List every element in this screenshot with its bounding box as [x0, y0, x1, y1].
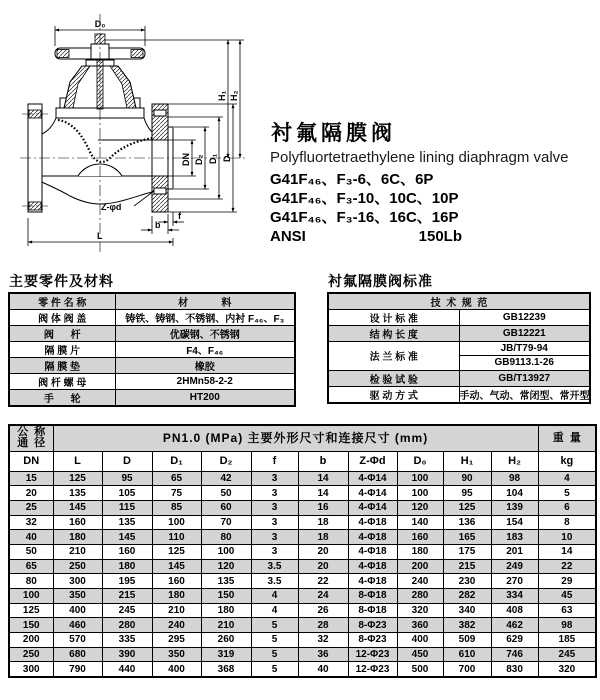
table-cell: 120 — [201, 559, 251, 574]
dim-label-d0: D₀ — [94, 19, 106, 29]
col-header-b: b — [298, 451, 348, 471]
table-cell: 95 — [443, 486, 491, 501]
table-row — [328, 310, 590, 326]
table-cell: 125 — [53, 471, 102, 486]
std-label: 设 计 标 准 — [328, 310, 459, 326]
header-weight: 重 量 — [538, 425, 596, 451]
std-value: GB/T13927 — [459, 370, 590, 386]
table-cell: 210 — [53, 544, 102, 559]
table-cell: 175 — [443, 544, 491, 559]
table-group-header-row — [9, 425, 596, 451]
table-header-row — [328, 293, 590, 310]
table-cell: 80 — [201, 530, 251, 545]
table-cell: 3 — [251, 544, 298, 559]
table-cell: 3 — [251, 500, 298, 515]
table-cell: 270 — [491, 574, 538, 589]
table-cell: 4 — [251, 589, 298, 604]
table-cell: 408 — [491, 603, 538, 618]
parts-section-title: 主要零件及材料 — [9, 273, 114, 289]
header-material: 材 料 — [115, 293, 295, 310]
standards-section-title: 衬氟隔膜阀标准 — [328, 273, 433, 289]
table-cell: 249 — [491, 559, 538, 574]
ansi-class: 150Lb — [418, 228, 462, 245]
table-row — [9, 471, 596, 486]
ansi-label: ANSI — [270, 228, 306, 245]
page-title-en: Polyfluortetraethylene lining diaphragm valve — [270, 149, 569, 166]
table-row — [9, 500, 596, 515]
table-cell: 260 — [201, 633, 251, 648]
header-tech-spec: 技 术 规 范 — [328, 293, 590, 310]
table-cell: 32 — [298, 633, 348, 648]
dim-label-d1: D₁ — [208, 153, 218, 164]
table-cell: 25 — [9, 500, 53, 515]
table-row — [9, 574, 596, 589]
table-cell: 136 — [443, 515, 491, 530]
dim-label-b: b — [155, 220, 161, 230]
col-header-d0: D₀ — [397, 451, 443, 471]
table-cell: 70 — [201, 515, 251, 530]
table-row — [9, 618, 596, 633]
table-cell: 240 — [152, 618, 201, 633]
table-cell: 250 — [53, 559, 102, 574]
table-cell: 180 — [53, 530, 102, 545]
std-value: GB12239 — [459, 310, 590, 326]
table-cell: 100 — [152, 515, 201, 530]
table-cell: 440 — [102, 662, 152, 677]
std-value: GB9113.1-26 — [459, 356, 590, 370]
table-cell: 210 — [152, 603, 201, 618]
table-cell: 10 — [538, 530, 596, 545]
table-cell: 29 — [538, 574, 596, 589]
table-cell: 110 — [152, 530, 201, 545]
table-cell: 282 — [443, 589, 491, 604]
table-cell: 优碳钢、不锈钢 — [115, 326, 295, 342]
table-cell: 14 — [538, 544, 596, 559]
table-cell: 462 — [491, 618, 538, 633]
table-cell: 4 — [538, 471, 596, 486]
col-header-d: D — [102, 451, 152, 471]
table-cell: 98 — [538, 618, 596, 633]
table-cell: 50 — [9, 544, 53, 559]
col-header-l: L — [53, 451, 102, 471]
header-pn-title: PN1.0 (MPa) 主要外形尺寸和连接尺寸 (mm) — [53, 425, 538, 451]
table-cell: 8-Φ23 — [348, 633, 397, 648]
col-header-d2: D₂ — [201, 451, 251, 471]
table-cell: 3.5 — [251, 574, 298, 589]
table-cell: 145 — [102, 530, 152, 545]
std-value: GB12221 — [459, 326, 590, 342]
table-cell: 215 — [102, 589, 152, 604]
table-cell: 4 — [251, 603, 298, 618]
table-cell: 铸铁、铸钢、不锈钢、内衬 F₄₆、F₃ — [115, 310, 295, 326]
table-cell: 350 — [53, 589, 102, 604]
col-header-h1: H₁ — [443, 451, 491, 471]
table-cell: 98 — [491, 471, 538, 486]
table-cell: 4-Φ14 — [348, 471, 397, 486]
table-cell: 12-Φ23 — [348, 647, 397, 662]
table-cell: 210 — [201, 618, 251, 633]
table-cell: 3 — [251, 486, 298, 501]
std-label: 法 兰 标 准 — [328, 342, 459, 371]
dimensions-table — [8, 424, 597, 678]
table-cell: 65 — [9, 559, 53, 574]
table-cell: 746 — [491, 647, 538, 662]
table-cell: 阀 杆 螺 母 — [9, 374, 115, 390]
valve-section-drawing — [0, 0, 280, 265]
table-cell: 3.5 — [251, 559, 298, 574]
standards-table — [327, 292, 591, 404]
ansi-rating-row — [270, 228, 462, 245]
table-row — [9, 358, 295, 374]
table-row — [9, 374, 295, 390]
col-header-f: f — [251, 451, 298, 471]
col-header-kg: kg — [538, 451, 596, 471]
table-cell: 368 — [201, 662, 251, 677]
table-cell: 195 — [102, 574, 152, 589]
table-cell: 40 — [9, 530, 53, 545]
table-row — [9, 310, 295, 326]
dim-label-dn: DN — [181, 153, 191, 166]
table-cell: 3 — [251, 515, 298, 530]
table-cell: 460 — [53, 618, 102, 633]
table-cell: 45 — [538, 589, 596, 604]
table-cell: 8-Φ18 — [348, 589, 397, 604]
table-cell: 700 — [443, 662, 491, 677]
table-row — [9, 530, 596, 545]
table-cell: 阀 杆 — [9, 326, 115, 342]
table-cell: 5 — [251, 647, 298, 662]
table-cell: 120 — [397, 500, 443, 515]
table-cell: 115 — [102, 500, 152, 515]
table-cell: 5 — [538, 486, 596, 501]
table-cell: 250 — [9, 647, 53, 662]
col-header-d1: D₁ — [152, 451, 201, 471]
table-cell: 104 — [491, 486, 538, 501]
table-cell: HT200 — [115, 390, 295, 407]
table-row — [9, 662, 596, 677]
table-cell: 4-Φ18 — [348, 515, 397, 530]
table-cell: 28 — [298, 618, 348, 633]
table-row — [328, 370, 590, 386]
table-cell: 26 — [298, 603, 348, 618]
table-cell: 100 — [397, 471, 443, 486]
col-header-zd: Z-Φd — [348, 451, 397, 471]
table-cell: 阀 体 阀 盖 — [9, 310, 115, 326]
table-cell: 629 — [491, 633, 538, 648]
table-cell: 14 — [298, 486, 348, 501]
model-line: G41F₄₆、F₃-16、16C、16P — [270, 209, 459, 226]
table-cell: 139 — [491, 500, 538, 515]
table-cell: 95 — [102, 471, 152, 486]
table-cell: 500 — [397, 662, 443, 677]
table-cell: 隔 膜 垫 — [9, 358, 115, 374]
table-cell: 160 — [53, 515, 102, 530]
table-cell: 135 — [201, 574, 251, 589]
table-row — [9, 342, 295, 358]
table-cell: 382 — [443, 618, 491, 633]
table-column-header-row — [9, 451, 596, 471]
dim-label-h1: H₁ — [217, 90, 227, 101]
table-cell: 4-Φ18 — [348, 559, 397, 574]
std-value: JB/T79-94 — [459, 342, 590, 356]
table-row — [9, 633, 596, 648]
table-cell: 5 — [251, 633, 298, 648]
table-cell: 135 — [53, 486, 102, 501]
table-cell: 125 — [9, 603, 53, 618]
table-row — [9, 390, 295, 407]
table-cell: 150 — [201, 589, 251, 604]
table-row — [9, 326, 295, 342]
table-cell: 16 — [298, 500, 348, 515]
table-cell: 300 — [53, 574, 102, 589]
table-cell: 145 — [53, 500, 102, 515]
table-cell: 185 — [538, 633, 596, 648]
table-cell: 183 — [491, 530, 538, 545]
table-cell: 4-Φ18 — [348, 574, 397, 589]
table-cell: 240 — [397, 574, 443, 589]
header-nominal-diameter: 公 称 通 径 — [9, 425, 53, 451]
table-row — [328, 342, 590, 356]
table-cell: 14 — [298, 471, 348, 486]
table-cell: 8-Φ23 — [348, 618, 397, 633]
std-label: 驱 动 方 式 — [328, 386, 459, 403]
table-cell: 5 — [251, 662, 298, 677]
table-cell: 509 — [443, 633, 491, 648]
table-cell: 154 — [491, 515, 538, 530]
table-cell: 160 — [397, 530, 443, 545]
table-cell: 15 — [9, 471, 53, 486]
table-cell: 160 — [152, 574, 201, 589]
table-cell: 4-Φ14 — [348, 486, 397, 501]
table-cell: 24 — [298, 589, 348, 604]
table-cell: 6 — [538, 500, 596, 515]
table-cell: 180 — [397, 544, 443, 559]
table-cell: 320 — [538, 662, 596, 677]
table-cell: 手 轮 — [9, 390, 115, 407]
table-cell: 8 — [538, 515, 596, 530]
col-header-dn: DN — [9, 451, 53, 471]
table-cell: 350 — [152, 647, 201, 662]
table-cell: 20 — [9, 486, 53, 501]
table-cell: 340 — [443, 603, 491, 618]
dim-label-d: D — [222, 155, 232, 162]
table-cell: 105 — [102, 486, 152, 501]
table-cell: 100 — [397, 486, 443, 501]
table-cell: 40 — [298, 662, 348, 677]
table-cell: 4-Φ14 — [348, 500, 397, 515]
table-cell: 18 — [298, 530, 348, 545]
table-cell: 32 — [9, 515, 53, 530]
table-row — [328, 326, 590, 342]
table-cell: 280 — [102, 618, 152, 633]
table-cell: 335 — [102, 633, 152, 648]
table-cell: 4-Φ18 — [348, 544, 397, 559]
table-cell: 245 — [102, 603, 152, 618]
table-cell: 65 — [152, 471, 201, 486]
bolt-hole — [154, 188, 166, 194]
table-cell: 3 — [251, 471, 298, 486]
table-cell: 570 — [53, 633, 102, 648]
table-cell: 18 — [298, 515, 348, 530]
table-cell: 22 — [538, 559, 596, 574]
dim-label-f: f — [178, 211, 181, 221]
table-cell: 200 — [397, 559, 443, 574]
std-value: 手动、气动、常闭型、常开型 — [459, 386, 590, 403]
table-cell: 165 — [443, 530, 491, 545]
table-cell: 75 — [152, 486, 201, 501]
table-cell: 125 — [443, 500, 491, 515]
dim-label-d2: D₂ — [194, 154, 204, 165]
table-cell: 300 — [9, 662, 53, 677]
table-row — [9, 647, 596, 662]
table-row — [328, 386, 590, 403]
table-cell: 125 — [152, 544, 201, 559]
table-cell: 180 — [201, 603, 251, 618]
table-cell: 12-Φ23 — [348, 662, 397, 677]
table-cell: 150 — [9, 618, 53, 633]
std-label: 结 构 长 度 — [328, 326, 459, 342]
table-cell: 215 — [443, 559, 491, 574]
table-cell: 295 — [152, 633, 201, 648]
col-header-h2: H₂ — [491, 451, 538, 471]
table-cell: 280 — [397, 589, 443, 604]
table-cell: 140 — [397, 515, 443, 530]
header-part-name: 零 件 名 称 — [9, 293, 115, 310]
table-cell: 145 — [152, 559, 201, 574]
table-cell: 20 — [298, 544, 348, 559]
std-label: 检 验 试 验 — [328, 370, 459, 386]
dim-label-zphid: Z-φd — [101, 202, 122, 212]
table-cell: 180 — [102, 559, 152, 574]
table-cell: 橡胶 — [115, 358, 295, 374]
table-row — [9, 589, 596, 604]
table-cell: 135 — [102, 515, 152, 530]
table-cell: 334 — [491, 589, 538, 604]
table-cell: 42 — [201, 471, 251, 486]
table-cell: 90 — [443, 471, 491, 486]
table-cell: 245 — [538, 647, 596, 662]
table-cell: 2HMn58-2-2 — [115, 374, 295, 390]
table-cell: 80 — [9, 574, 53, 589]
table-cell: 85 — [152, 500, 201, 515]
table-row — [9, 603, 596, 618]
table-cell: 230 — [443, 574, 491, 589]
table-cell: 5 — [251, 618, 298, 633]
table-cell: 360 — [397, 618, 443, 633]
table-cell: 400 — [53, 603, 102, 618]
table-cell: 160 — [102, 544, 152, 559]
table-row — [9, 559, 596, 574]
dim-label-h2: H₂ — [229, 90, 239, 101]
table-cell: 8-Φ18 — [348, 603, 397, 618]
table-cell: 610 — [443, 647, 491, 662]
table-cell: 450 — [397, 647, 443, 662]
table-cell: 830 — [491, 662, 538, 677]
table-cell: 隔 膜 片 — [9, 342, 115, 358]
table-cell: F4、F₄₆ — [115, 342, 295, 358]
table-cell: 180 — [152, 589, 201, 604]
table-cell: 400 — [152, 662, 201, 677]
table-header-row — [9, 293, 295, 310]
table-cell: 680 — [53, 647, 102, 662]
bolt-hole — [154, 110, 166, 116]
table-cell: 320 — [397, 603, 443, 618]
table-cell: 36 — [298, 647, 348, 662]
table-row — [9, 544, 596, 559]
page-title-cn: 衬氟隔膜阀 — [271, 122, 396, 145]
table-cell: 200 — [9, 633, 53, 648]
table-cell: 201 — [491, 544, 538, 559]
model-line: G41F₄₆、F₃-6、6C、6P — [270, 171, 434, 188]
dim-label-l: L — [97, 231, 103, 241]
table-cell: 790 — [53, 662, 102, 677]
table-cell: 400 — [397, 633, 443, 648]
table-cell: 60 — [201, 500, 251, 515]
table-cell: 100 — [201, 544, 251, 559]
table-row — [9, 515, 596, 530]
table-row — [9, 486, 596, 501]
model-list — [270, 170, 458, 227]
table-cell: 4-Φ18 — [348, 530, 397, 545]
parts-materials-table — [8, 292, 296, 407]
table-cell: 63 — [538, 603, 596, 618]
table-cell: 3 — [251, 530, 298, 545]
table-cell: 100 — [9, 589, 53, 604]
table-cell: 20 — [298, 559, 348, 574]
table-cell: 319 — [201, 647, 251, 662]
table-cell: 390 — [102, 647, 152, 662]
table-cell: 50 — [201, 486, 251, 501]
model-line: G41F₄₆、F₃-10、10C、10P — [270, 190, 459, 207]
table-cell: 22 — [298, 574, 348, 589]
